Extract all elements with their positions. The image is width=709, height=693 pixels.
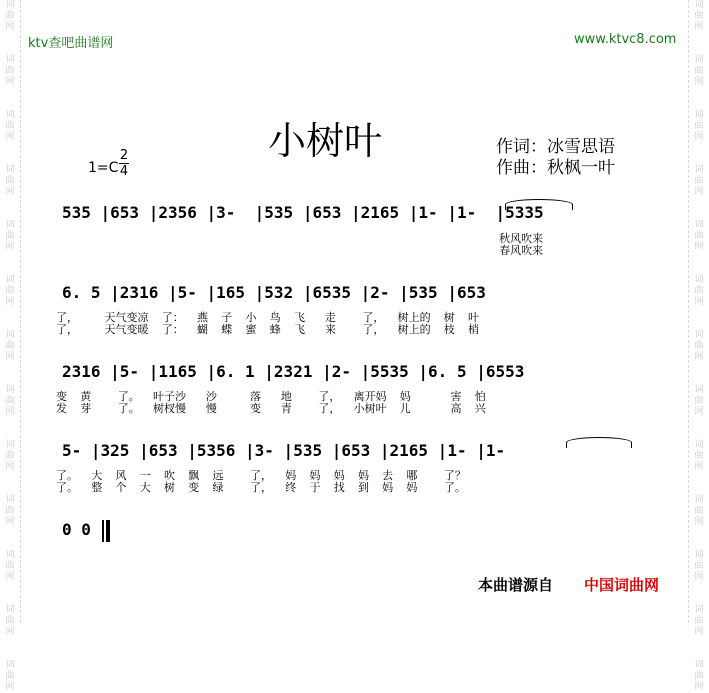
- row-1-lyrics-verse-2: 春风吹来: [62, 244, 544, 257]
- watermark-divider-right: [688, 0, 689, 623]
- watermark-glyph: 词 曲 网: [5, 55, 15, 87]
- watermark-glyph: 词 曲 网: [694, 330, 704, 362]
- score-row-3: [58, 362, 658, 417]
- key-signature: 1=C: [88, 160, 119, 176]
- watermark-glyph: 词 曲 网: [5, 385, 15, 417]
- watermark-glyph: 词 曲 网: [694, 220, 704, 252]
- watermark-glyph: 词 曲 网: [694, 165, 704, 197]
- watermark-glyph: 词 曲 网: [694, 495, 704, 527]
- watermark-glyph: 词 曲 网: [5, 0, 15, 32]
- time-signature-top: 2: [119, 148, 129, 163]
- row-5-notes: 0 0: [62, 520, 91, 539]
- score-row-2: [58, 283, 658, 338]
- footer-source-label: 本曲谱源自: [478, 576, 554, 594]
- row-1-notes: 535 |653 |2356 |3- |535 |653 |2165 |1- |1- |5335: [62, 203, 544, 222]
- watermark-glyph: 词 曲 网: [694, 605, 704, 637]
- watermark-glyph: 词 曲 网: [694, 110, 704, 142]
- watermark-glyph: 词 曲 网: [694, 275, 704, 307]
- watermark-glyph: 词 曲 网: [5, 220, 15, 252]
- final-barline-thick: [106, 520, 110, 542]
- row-2-lyrics-verse-2: 了， 天气变暖 了： 蝴 蝶 蜜 蜂 飞 来 了， 树上的 枝 梢: [56, 323, 480, 336]
- score-row-5: [58, 520, 658, 544]
- row-4-notes: 5- |325 |653 |5356 |3- |535 |653 |2165 |1- |1-: [62, 441, 506, 460]
- watermark-glyph: 词 曲 网: [694, 0, 704, 32]
- watermark-right: [691, 0, 707, 692]
- final-barline: [102, 520, 104, 542]
- watermark-glyph: 词 曲 网: [5, 605, 15, 637]
- watermark-glyph: 词 曲 网: [694, 660, 704, 692]
- watermark-glyph: 词 曲 网: [5, 495, 15, 527]
- watermark-glyph: 词 曲 网: [5, 110, 15, 142]
- watermark-glyph: 词 曲 网: [5, 440, 15, 472]
- watermark-glyph: 词 曲 网: [5, 275, 15, 307]
- watermark-glyph: 词 曲 网: [5, 550, 15, 582]
- watermark-glyph: 词 曲 网: [694, 550, 704, 582]
- footer-source-site[interactable]: 中国词曲网: [584, 576, 660, 594]
- row-2-lyrics-verse-1: 了， 天气变凉 了： 燕 子 小 鸟 飞 走 了， 树上的 树 叶: [56, 311, 480, 324]
- composer-credit: 作曲：秋枫一叶: [496, 158, 615, 178]
- watermark-glyph: 词 曲 网: [5, 330, 15, 362]
- header-right-site[interactable]: www.ktvc8.com: [574, 32, 677, 47]
- row-3-notes: 2316 |5- |1165 |6. 1 |2321 |2- |5535 |6. 5 |6553: [62, 362, 525, 381]
- row-2-notes: 6. 5 |2316 |5- |165 |532 |6535 |2- |535 |653: [62, 283, 486, 302]
- row-4-lyrics-verse-2: 了。 整 个 大 树 变 绿 了， 终 于 找 到 妈 妈 了。: [56, 481, 466, 494]
- watermark-divider-left: [20, 0, 21, 623]
- watermark-left: [2, 0, 18, 692]
- song-title: 小树叶: [268, 119, 383, 163]
- score-row-1: [58, 203, 658, 258]
- row-1-lyrics-verse-1: 秋风吹来: [62, 232, 544, 245]
- row-3-lyrics-verse-1: 变 黄 了。 叶子沙 沙 落 地 了， 离开妈 妈 害 怕: [56, 390, 486, 403]
- watermark-glyph: 词 曲 网: [694, 385, 704, 417]
- row-1-tie: [505, 199, 573, 210]
- time-signature-bottom: 4: [119, 164, 129, 179]
- watermark-glyph: 词 曲 网: [5, 165, 15, 197]
- lyricist-credit: 作词：冰雪思语: [496, 137, 615, 157]
- time-signature: [119, 149, 129, 178]
- row-3-lyrics-verse-2: 发 芽 了。 树杈慢 慢 变 青 了， 小树叶 儿 高 兴: [56, 402, 486, 415]
- row-4-lyrics-verse-1: 了。 大 风 一 吹 飘 远 了， 妈 妈 妈 妈 去 哪 了？: [56, 469, 466, 482]
- watermark-glyph: 词 曲 网: [5, 660, 15, 692]
- watermark-glyph: 词 曲 网: [694, 55, 704, 87]
- row-4-tie: [566, 437, 632, 448]
- header-left-site[interactable]: ktv查吧曲谱网: [28, 36, 114, 51]
- watermark-glyph: 词 曲 网: [694, 440, 704, 472]
- score-row-4: [58, 441, 658, 496]
